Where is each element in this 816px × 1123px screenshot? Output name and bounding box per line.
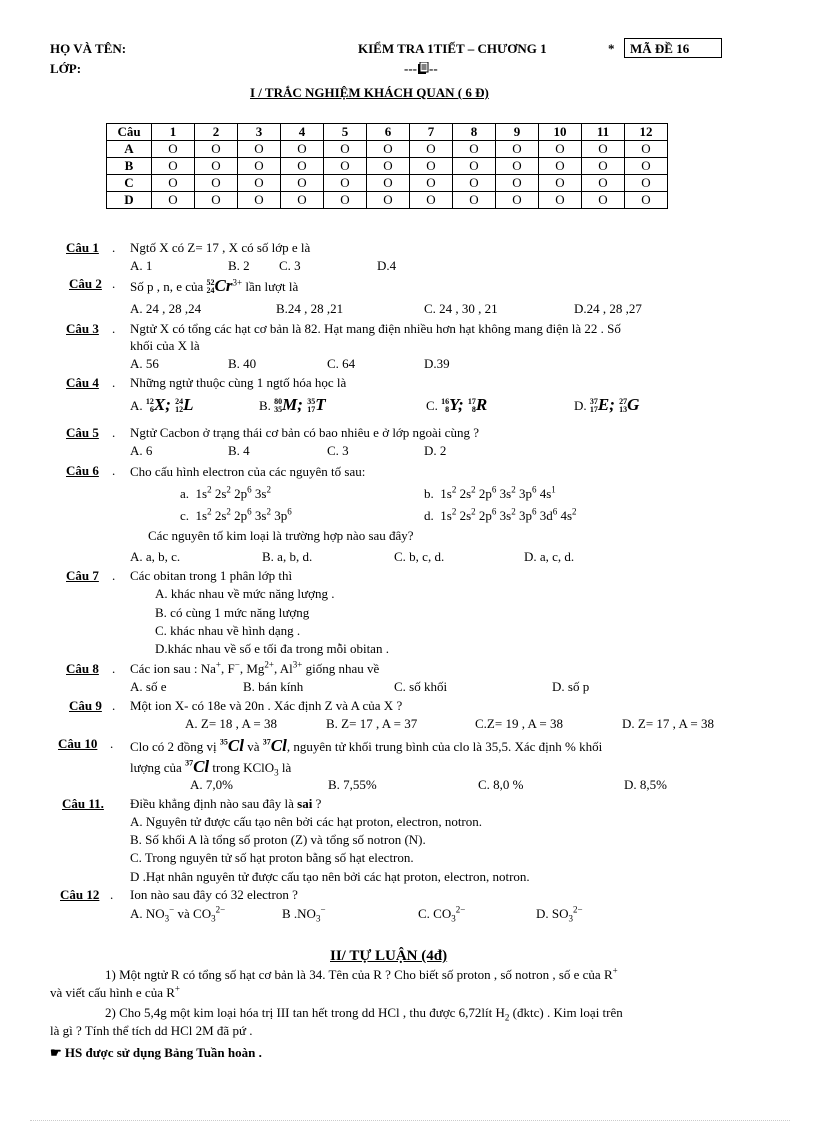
grid-row-b: [107, 158, 668, 175]
essay-q1-line2: và viết cấu hình e của R+: [50, 983, 180, 1000]
answer-bubble-q7-a[interactable]: O: [410, 141, 453, 158]
q5-text: Ngtử Cacbon ở trạng thái cơ bản có bao nhiêu e ở lớp ngoài cùng ?: [130, 425, 479, 440]
q4-a-z2: 12: [175, 405, 184, 415]
q3-option-d[interactable]: D.39: [424, 356, 450, 371]
q4-c-sep: ;: [458, 395, 464, 414]
answer-bubble-q1-c[interactable]: O: [152, 175, 195, 192]
pointing-hand-icon: ☛: [50, 1045, 62, 1060]
separator-right: --: [429, 61, 438, 76]
q2-option-d[interactable]: D.24 , 28 ,27: [574, 301, 642, 316]
answer-bubble-q5-d[interactable]: O: [324, 192, 367, 209]
q11-option-c[interactable]: C. Trong nguyên tử số hạt proton bằng số hạt electron.: [130, 850, 414, 865]
q12-dot: .: [110, 887, 114, 902]
answer-bubble-q4-a[interactable]: O: [281, 141, 324, 158]
grid-row-label: A: [107, 141, 152, 158]
q11-label: Câu 11.: [62, 796, 104, 811]
q10-symbol-37b: Cl: [193, 757, 210, 776]
q12-option-b[interactable]: B $.NO_3^-$: [282, 904, 326, 924]
q4-c-s1: Y: [449, 395, 458, 414]
q4-d-m1: 37: [589, 397, 598, 407]
answer-bubble-q4-b[interactable]: O: [281, 158, 324, 175]
answer-bubble-q8-c[interactable]: O: [453, 175, 496, 192]
section1-title: I / TRẮC NGHIỆM KHÁCH QUAN ( 6 Đ): [250, 85, 489, 100]
q10-symbol-35: Cl: [227, 736, 244, 755]
q3-text-line1: Ngtử X có tổng các hạt cơ bản là 82. Hạt mang điện nhiều hơn hạt không mang điện là 22 . Số: [130, 321, 621, 336]
answer-bubble-q6-a[interactable]: O: [367, 141, 410, 158]
q8-option-d[interactable]: D. số p: [552, 679, 590, 694]
answer-bubble-q10-d[interactable]: O: [539, 192, 582, 209]
essay-q1-line2-text: và viết cấu hình e của R: [50, 985, 175, 1000]
q2-post: lần lượt là: [245, 279, 299, 294]
grid-col-7: 7: [410, 124, 453, 141]
answer-bubble-q9-c[interactable]: O: [496, 175, 539, 192]
q11-option-d[interactable]: D .Hạt nhân nguyên tử được cấu tạo nên bởi các hạt proton, electron, notron.: [130, 869, 530, 884]
answer-bubble-q10-b[interactable]: O: [539, 158, 582, 175]
essay-q2-line1b-text: (đktc) . Kim loại trên: [512, 1005, 623, 1020]
grid-col-8: 8: [453, 124, 496, 141]
q10-isotope-37: [263, 736, 287, 755]
q4-a-s1: X: [153, 395, 166, 414]
q7-option-c[interactable]: C. khác nhau về hình dạng .: [155, 623, 301, 638]
q5-option-d[interactable]: D. 2: [424, 443, 447, 458]
q4-b-s2: T: [315, 395, 326, 414]
q12-option-c[interactable]: C. $CO_3^{2-}$: [418, 904, 466, 924]
q12-option-d[interactable]: D. $SO_3^{2-}$: [536, 904, 583, 924]
answer-bubble-q3-a[interactable]: O: [238, 141, 281, 158]
separator: [404, 60, 438, 78]
answer-bubble-q10-c[interactable]: O: [539, 175, 582, 192]
q3-label: Câu 3: [66, 321, 99, 336]
q1-text: Ngtố X có Z= 17 , X có số lớp e là: [130, 240, 311, 255]
q10-option-a[interactable]: A. 7,0%: [190, 777, 233, 792]
q8-text: Các ion sau : Na+, F−, $Mg^{2+}$, $Al^{3+}$ giống nhau về: [130, 659, 380, 676]
grid-row-a: [107, 141, 668, 158]
note: [50, 1044, 262, 1062]
q2-charge: 3+: [232, 277, 243, 288]
grid-row-label: C: [107, 175, 152, 192]
section2-title: II/ TỰ LUẬN (4đ): [330, 948, 448, 964]
answer-bubble-q6-c[interactable]: O: [367, 175, 410, 192]
grid-col-3: 3: [238, 124, 281, 141]
q11-text: [130, 795, 321, 813]
grid-col-6: 6: [367, 124, 410, 141]
q4-a-m1: 12: [145, 397, 154, 407]
q2-mass: 52: [206, 278, 215, 288]
q8-post: giống nhau về: [305, 661, 380, 676]
answer-bubble-q11-c[interactable]: O: [582, 175, 625, 192]
q1-option-a[interactable]: A. 1: [130, 258, 153, 273]
q9-option-c[interactable]: C.Z= 19 , A = 38: [475, 716, 563, 731]
q4-label: Câu 4: [66, 375, 99, 390]
essay-q2-line1-text: 2) Cho 5,4g một kim loại hóa trị III tan hết trong dd HCl , thu được 6,72lít H: [105, 1005, 505, 1020]
q6-question: Các nguyên tố kim loại là trường hợp nào sau đây?: [148, 528, 414, 543]
answer-bubble-q8-a[interactable]: O: [453, 141, 496, 158]
grid-col-10: 10: [539, 124, 582, 141]
q6-text: Cho cấu hình electron của các nguyên tố sau:: [130, 464, 366, 479]
q4-c-z1: 8: [445, 405, 450, 415]
q4-d-m2: 27: [619, 397, 628, 407]
q6-config-d-label: d.: [424, 508, 434, 523]
essay-q2-line2: là gì ? Tính thể tích dd HCl 2M đã pứ .: [50, 1023, 253, 1038]
answer-bubble-q1-d[interactable]: O: [152, 192, 195, 209]
q2-z: 24: [206, 286, 215, 296]
q4-a-m2: 24: [175, 397, 184, 407]
answer-bubble-q4-d[interactable]: O: [281, 192, 324, 209]
q4-option-c[interactable]: [426, 394, 487, 417]
q7-option-a[interactable]: A. khác nhau về mức năng lượng .: [155, 586, 335, 601]
grid-row-label: D: [107, 192, 152, 209]
q6-config-a: a. $1s^2$ $2s^2$ $2p^6$ $3s^2$: [180, 484, 271, 501]
answer-bubble-q5-b[interactable]: O: [324, 158, 367, 175]
answer-bubble-q2-c[interactable]: O: [195, 175, 238, 192]
answer-bubble-q7-b[interactable]: O: [410, 158, 453, 175]
q4-b-letter: B.: [259, 398, 271, 413]
answer-grid-header: [107, 124, 668, 141]
q11-option-b[interactable]: B. Số khối A là tổng số proton (Z) và tổng số notron (N).: [130, 832, 426, 847]
q3-option-c[interactable]: C. 64: [327, 356, 356, 371]
q8-label: Câu 8: [66, 661, 99, 676]
answer-bubble-q8-d[interactable]: O: [453, 192, 496, 209]
q11-option-a[interactable]: A. Nguyên tử được cấu tạo nên bởi các hạt proton, electron, notron.: [130, 814, 483, 829]
q8-dot: .: [112, 661, 116, 676]
answer-bubble-q5-c[interactable]: O: [324, 175, 367, 192]
q10-option-b[interactable]: B. 7,55%: [328, 777, 377, 792]
name-label: HỌ VÀ TÊN:: [50, 41, 127, 56]
answer-bubble-q11-a[interactable]: O: [582, 141, 625, 158]
answer-bubble-q5-a[interactable]: O: [324, 141, 367, 158]
q10-label: Câu 10: [58, 736, 98, 751]
q10-symbol-37: Cl: [270, 736, 287, 755]
q11-bold: sai: [297, 796, 313, 811]
q6-dot: .: [112, 463, 116, 478]
q12-d-text: D. SO: [536, 906, 569, 921]
q3-dot: .: [112, 321, 116, 336]
q12-label: Câu 12: [60, 887, 100, 902]
q12-a-text: A. NO: [130, 906, 165, 921]
answer-bubble-q1-b[interactable]: O: [152, 158, 195, 175]
answer-bubble-q3-c[interactable]: O: [238, 175, 281, 192]
q9-option-b[interactable]: B. Z= 17 , A = 37: [326, 716, 418, 731]
q2-option-b[interactable]: B.24 , 28 ,21: [276, 301, 344, 316]
q6-config-a-label: a.: [180, 486, 190, 501]
q2-text: [130, 275, 298, 298]
q6-config-c-label: c.: [180, 508, 190, 523]
q10-text-line2: lượng của $^{37}$Cl trong KClO$_3$ là: [130, 757, 292, 778]
q6-label: Câu 6: [66, 463, 99, 478]
q10-text-line1: [130, 735, 602, 758]
q1-option-d[interactable]: D.4: [377, 258, 397, 273]
q4-d-s1: E: [597, 395, 610, 414]
q7-option-b[interactable]: B. có cùng 1 mức năng lượng: [155, 605, 310, 620]
q2-option-a[interactable]: A. 24 , 28 ,24: [130, 301, 202, 316]
q11-post: ?: [315, 796, 322, 811]
q9-label: Câu 9: [69, 698, 102, 713]
q10-pre: Clo có 2 đồng vị: [130, 739, 217, 754]
q4-b-m1: 80: [274, 397, 283, 407]
grid-row-d: [107, 192, 668, 209]
q4-option-a[interactable]: [130, 394, 194, 417]
q4-d-z1: 17: [589, 405, 598, 415]
q1-label: Câu 1: [66, 240, 99, 255]
q4-a-z1: 6: [149, 405, 154, 415]
q8-option-c[interactable]: C. số khối: [394, 679, 448, 694]
q6-config-d: d. $1s^2$ $2s^2$ $2p^6$ $3s^2$ $3p^6$ $3d^6$ $4s^2$: [424, 506, 577, 523]
answer-bubble-q11-d[interactable]: O: [582, 192, 625, 209]
q8-option-b[interactable]: B. bán kính: [243, 679, 304, 694]
class-label: LỚP:: [50, 61, 82, 76]
q7-text: Các obitan trong 1 phân lớp thì: [130, 568, 293, 583]
essay-q2-line1: 2) Cho 5,4g một kim loại hóa trị III tan hết trong dd HCl , thu được 6,72lít $H_2$ (đktc) . Kim loại trên: [105, 1005, 623, 1023]
grid-row-label: B: [107, 158, 152, 175]
q10-mass-37: 37: [262, 737, 271, 747]
q5-option-b[interactable]: B. 4: [228, 443, 250, 458]
q10-post: , nguyên tử khối trung bình của clo là 35,5. Xác định % khối: [286, 739, 603, 754]
q7-label: Câu 7: [66, 568, 99, 583]
answer-bubble-q12-c[interactable]: O: [625, 175, 668, 192]
grid-col-2: 2: [195, 124, 238, 141]
separator-left: ---: [404, 61, 417, 76]
q7-option-d[interactable]: D.khác nhau về số e tối đa trong mỗi obitan .: [155, 641, 389, 656]
answer-bubble-q12-b[interactable]: O: [625, 158, 668, 175]
q2-dot: .: [112, 276, 116, 291]
answer-bubble-q11-b[interactable]: O: [582, 158, 625, 175]
exam-code-box: MÃ ĐỀ 16: [624, 38, 722, 58]
q4-c-m1: 16: [441, 397, 450, 407]
star-mark: *: [608, 41, 615, 56]
answer-bubble-q12-a[interactable]: O: [625, 141, 668, 158]
grid-corner: Câu: [107, 124, 152, 141]
grid-row-c: [107, 175, 668, 192]
q8-option-a[interactable]: A. số e: [130, 679, 167, 694]
footer-divider: [30, 1120, 790, 1121]
q12-text: Ion nào sau đây có 32 electron ?: [130, 887, 298, 902]
q9-dot: .: [112, 698, 116, 713]
answer-bubble-q12-d[interactable]: O: [625, 192, 668, 209]
q5-option-c[interactable]: C. 3: [327, 443, 349, 458]
q5-dot: .: [112, 425, 116, 440]
q9-option-d[interactable]: D. Z= 17 , A = 38: [622, 716, 714, 731]
q4-text: Những ngtử thuộc cùng 1 ngtố hóa học là: [130, 375, 347, 390]
grid-col-11: 11: [582, 124, 625, 141]
q10-isotope-35: [220, 736, 244, 755]
grid-col-1: 1: [152, 124, 195, 141]
q10-line2c: là: [281, 760, 292, 775]
q10-mass-37b: 37: [185, 758, 194, 768]
q1-option-b[interactable]: B. 2: [228, 258, 250, 273]
q4-b-sep: ;: [297, 395, 303, 414]
q10-mass-35: 35: [219, 737, 228, 747]
q4-c-s2: R: [475, 395, 488, 414]
answer-bubble-q3-d[interactable]: O: [238, 192, 281, 209]
q12-c-text: C. CO: [418, 906, 452, 921]
answer-bubble-q3-b[interactable]: O: [238, 158, 281, 175]
q4-dot: .: [112, 375, 116, 390]
q10-line2b: trong KClO: [212, 760, 275, 775]
q4-d-s2: G: [627, 395, 640, 414]
answer-bubble-q8-b[interactable]: O: [453, 158, 496, 175]
q4-d-z2: 13: [619, 405, 628, 415]
grid-col-12: 12: [625, 124, 668, 141]
q4-c-m2: 17: [467, 397, 476, 407]
q11-pre: Điều khẳng định nào sau đây là: [130, 796, 294, 811]
q4-d-letter: D.: [574, 398, 587, 413]
q4-d-sep: ;: [609, 395, 615, 414]
note-text: HS được sử dụng Bảng Tuần hoàn .: [64, 1045, 262, 1060]
answer-grid: [106, 123, 668, 209]
q2-option-c[interactable]: C. 24 , 30 , 21: [424, 301, 498, 316]
q6-option-d[interactable]: D. a, c, d.: [524, 549, 575, 564]
q2-isotope: [207, 276, 233, 295]
q3-text-line2: khối của X là: [130, 338, 200, 353]
essay-q1-line1: 1) Một ngtử R có tổng số hạt cơ bản là 34. Tên của R ? Cho biết số proton , số notron , số e của R+: [105, 965, 618, 982]
answer-bubble-q7-d[interactable]: O: [410, 192, 453, 209]
q2-label: Câu 2: [69, 276, 102, 291]
answer-bubble-q6-d[interactable]: O: [367, 192, 410, 209]
q6-option-b[interactable]: B. a, b, d.: [262, 549, 313, 564]
grid-col-4: 4: [281, 124, 324, 141]
q6-config-b: b. $1s^2$ $2s^2$ $2p^6$ $3s^2$ $3p^6$ $4s^1$: [424, 484, 556, 501]
q4-option-b[interactable]: [259, 394, 326, 417]
q4-a-s2: L: [183, 395, 194, 414]
q8-pre: Các ion sau : Na: [130, 661, 216, 676]
q4-b-s1: M: [282, 395, 298, 414]
answer-bubble-q7-c[interactable]: O: [410, 175, 453, 192]
q4-a-letter: A.: [130, 398, 143, 413]
q2-pre: Số p , n, e của: [130, 279, 204, 294]
q12-option-a[interactable]: A. $NO_3^-$ và $CO_3^{2-}$: [130, 904, 226, 924]
q10-option-d[interactable]: D. 8,5%: [624, 777, 667, 792]
q4-option-d[interactable]: [574, 394, 639, 417]
q6-config-b-label: b.: [424, 486, 434, 501]
q6-config-c: c. $1s^2$ $2s^2$ $2p^6$ $3s^2$ $3p^6$: [180, 506, 292, 523]
answer-bubble-q2-d[interactable]: O: [195, 192, 238, 209]
q6-option-c[interactable]: C. b, c, d.: [394, 549, 445, 564]
answer-bubble-q9-b[interactable]: O: [496, 158, 539, 175]
answer-bubble-q1-a[interactable]: O: [152, 141, 195, 158]
q4-c-letter: C.: [426, 398, 438, 413]
essay-q1-line1-text: 1) Một ngtử R có tổng số hạt cơ bản là 34. Tên của R ? Cho biết số proton , số notron , số e của R: [105, 967, 613, 982]
q1-option-c[interactable]: C. 3: [279, 258, 301, 273]
answer-bubble-q10-a[interactable]: O: [539, 141, 582, 158]
q10-mid: và: [247, 739, 260, 754]
q10-option-c[interactable]: C. 8,0 %: [478, 777, 524, 792]
q6-option-a[interactable]: A. a, b, c.: [130, 549, 181, 564]
q5-label: Câu 5: [66, 425, 99, 440]
q12-b-text: B .NO: [282, 906, 316, 921]
document-icon: [417, 62, 429, 75]
q3-option-b[interactable]: B. 40: [228, 356, 257, 371]
q7-dot: .: [112, 568, 116, 583]
q4-a-sep: ;: [165, 395, 171, 414]
q4-b-z2: 17: [307, 405, 316, 415]
q2-symbol: Cr: [214, 276, 233, 295]
q4-c-z2: 8: [471, 405, 476, 415]
answer-bubble-q2-a[interactable]: O: [195, 141, 238, 158]
q9-text: Một ion X- có 18e và 20n . Xác định Z và A của X ?: [130, 698, 403, 713]
q1-dot: .: [112, 240, 116, 255]
answer-bubble-q4-c[interactable]: O: [281, 175, 324, 192]
q5-option-a[interactable]: A. 6: [130, 443, 153, 458]
grid-col-5: 5: [324, 124, 367, 141]
q4-b-z1: 35: [274, 405, 283, 415]
answer-bubble-q2-b[interactable]: O: [195, 158, 238, 175]
q3-option-a[interactable]: A. 56: [130, 356, 159, 371]
q10-line2a: lượng của: [130, 760, 182, 775]
answer-bubble-q9-a[interactable]: O: [496, 141, 539, 158]
grid-col-9: 9: [496, 124, 539, 141]
q10-dot: .: [110, 736, 114, 751]
answer-bubble-q6-b[interactable]: O: [367, 158, 410, 175]
q4-b-m2: 35: [307, 397, 316, 407]
exam-title: KIỂM TRA 1TIẾT – CHƯƠNG 1: [358, 41, 547, 56]
answer-bubble-q9-d[interactable]: O: [496, 192, 539, 209]
q9-option-a[interactable]: A. Z= 18 , A = 38: [185, 716, 277, 731]
q10-isotope-37b: [185, 757, 209, 776]
